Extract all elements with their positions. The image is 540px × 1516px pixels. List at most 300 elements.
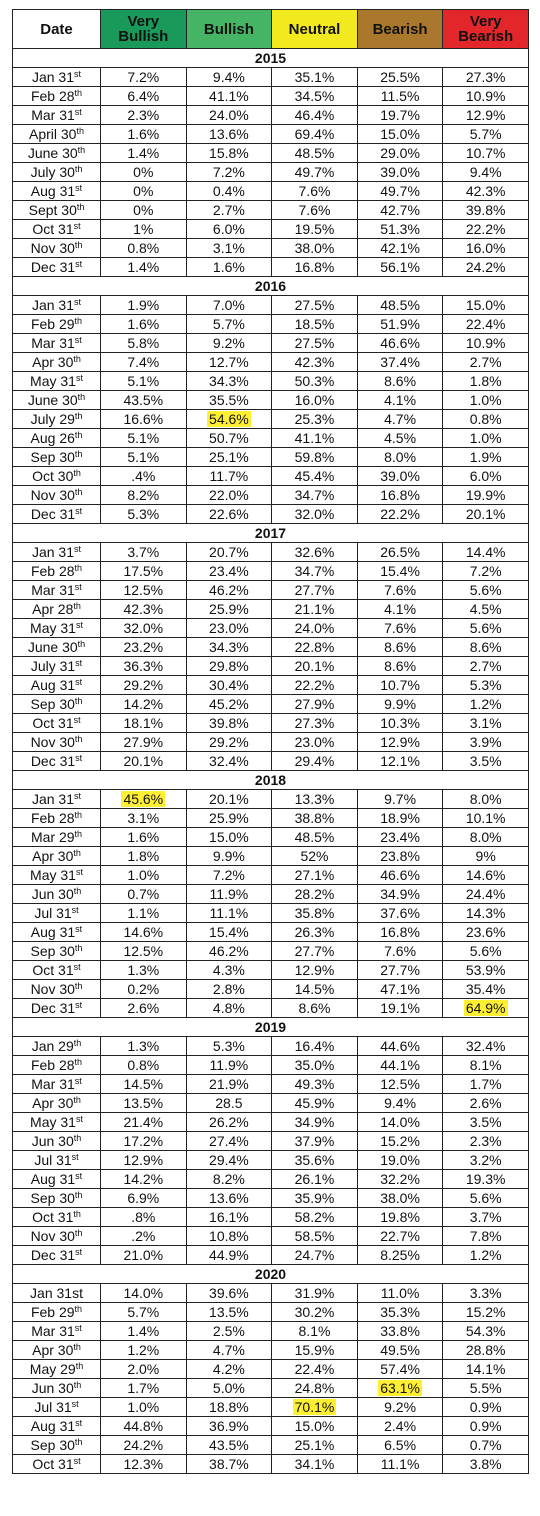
value-text: 35.6% (294, 1152, 335, 1168)
value-text: 27.4% (209, 1133, 249, 1149)
value-text: 18.5% (294, 316, 335, 332)
date-suffix: st (74, 69, 82, 79)
date-text: Feb 28 (30, 810, 75, 826)
value-cell (186, 372, 272, 391)
table-row (13, 942, 529, 961)
date-suffix: th (73, 1038, 82, 1048)
value-text: 16.8% (380, 924, 420, 940)
date-text: Jul 31 (34, 1152, 72, 1168)
value-cell (272, 638, 358, 657)
value-cell (443, 828, 529, 847)
value-text: 29.2% (123, 677, 164, 693)
value-cell (272, 182, 358, 201)
value-cell (272, 1303, 358, 1322)
header-very-bullish: Very Bullish (101, 10, 187, 49)
value-text: 35.0% (294, 1057, 335, 1073)
value-cell (443, 980, 529, 999)
date-text: Mar 31 (31, 1076, 75, 1092)
value-text: 35.3% (380, 1304, 420, 1320)
date-cell (13, 619, 101, 638)
value-cell (186, 1322, 272, 1341)
table-row (13, 1455, 529, 1474)
value-text: 2.7% (469, 354, 502, 370)
value-cell (357, 676, 443, 695)
value-text: 50.7% (209, 430, 249, 446)
date-suffix: st (74, 582, 82, 592)
value-text: 7.6% (384, 943, 417, 959)
value-cell (443, 543, 529, 562)
value-cell (186, 847, 272, 866)
date-suffix: th (74, 1228, 83, 1238)
value-text: 9.2% (384, 1399, 417, 1415)
header-date: Date (13, 10, 101, 49)
table-row (13, 1284, 529, 1303)
value-text: 22.6% (209, 506, 249, 522)
value-text: 25.1% (294, 1437, 335, 1453)
value-cell (357, 201, 443, 220)
date-suffix: th (74, 563, 83, 573)
value-cell (272, 201, 358, 220)
table-row (13, 581, 529, 600)
value-cell (101, 1189, 187, 1208)
date-cell (13, 239, 101, 258)
value-text: 19.9% (465, 487, 506, 503)
value-cell (186, 125, 272, 144)
value-text: 44.8% (123, 1418, 164, 1434)
value-text: 45.2% (209, 696, 249, 712)
value-text: 13.6% (209, 126, 249, 142)
value-text: 5.1% (127, 373, 160, 389)
value-text: 46.6% (380, 335, 420, 351)
value-cell (272, 1417, 358, 1436)
date-text: May 31 (30, 620, 76, 636)
value-text: 12.3% (123, 1456, 164, 1472)
value-text: 49.3% (294, 1076, 335, 1092)
value-text: 15.0% (294, 1418, 335, 1434)
date-suffix: st (74, 1076, 82, 1086)
value-cell (357, 923, 443, 942)
date-text: Apr 28 (32, 601, 74, 617)
value-text: 18.1% (123, 715, 164, 731)
value-text: 14.0% (380, 1114, 420, 1130)
value-text: 14.4% (465, 544, 506, 560)
value-cell (186, 695, 272, 714)
value-text: 21.4% (123, 1114, 164, 1130)
value-text: 16.8% (380, 487, 420, 503)
value-cell (101, 847, 187, 866)
value-cell (186, 201, 272, 220)
table-row (13, 144, 529, 163)
value-text: 14.3% (465, 905, 506, 921)
value-text: 1.0% (469, 392, 502, 408)
value-cell (357, 657, 443, 676)
value-cell (186, 1246, 272, 1265)
value-text: 15.4% (380, 563, 420, 579)
value-cell (101, 1417, 187, 1436)
value-cell (186, 543, 272, 562)
date-cell (13, 334, 101, 353)
value-text: 20.7% (209, 544, 249, 560)
value-cell (101, 353, 187, 372)
table-row (13, 562, 529, 581)
date-cell (13, 1037, 101, 1056)
value-text: 11.5% (380, 88, 420, 104)
value-cell (443, 391, 529, 410)
table-row (13, 1075, 529, 1094)
date-cell (13, 1417, 101, 1436)
value-cell (186, 1151, 272, 1170)
value-text: 16.4% (294, 1038, 335, 1054)
value-text: 3.7% (469, 1209, 502, 1225)
value-text: 5.6% (469, 943, 502, 959)
value-cell (357, 980, 443, 999)
value-cell (186, 239, 272, 258)
value-text: 30.2% (294, 1304, 335, 1320)
value-text: 19.8% (380, 1209, 420, 1225)
value-cell (357, 1113, 443, 1132)
table-row (13, 847, 529, 866)
value-text: 22.4% (294, 1361, 335, 1377)
value-cell (357, 562, 443, 581)
value-cell (443, 961, 529, 980)
value-cell (357, 790, 443, 809)
value-cell (443, 1341, 529, 1360)
year-label: 2018 (13, 771, 529, 790)
value-cell (443, 410, 529, 429)
date-suffix: st (73, 715, 81, 725)
value-text: 36.9% (209, 1418, 249, 1434)
table-row (13, 676, 529, 695)
year-row (13, 1018, 529, 1037)
value-text: 1.6% (212, 259, 245, 275)
value-cell (272, 1094, 358, 1113)
date-suffix: st (75, 1171, 83, 1181)
value-text: 42.1% (380, 240, 420, 256)
date-text: Jun 30 (31, 1380, 74, 1396)
value-text: 48.5% (294, 145, 335, 161)
value-cell (443, 619, 529, 638)
value-text: 9.2% (212, 335, 245, 351)
value-text: 16.6% (123, 411, 164, 427)
value-text: 5.5% (469, 1380, 502, 1396)
value-cell (357, 1303, 443, 1322)
value-cell (186, 486, 272, 505)
value-cell (272, 372, 358, 391)
table-row (13, 467, 529, 486)
table-row (13, 733, 529, 752)
value-cell (101, 315, 187, 334)
date-suffix: st (74, 1323, 82, 1333)
value-text: 24.2% (123, 1437, 164, 1453)
value-cell (186, 1227, 272, 1246)
date-cell (13, 1436, 101, 1455)
date-cell (13, 125, 101, 144)
value-cell (443, 1322, 529, 1341)
value-cell (357, 1341, 443, 1360)
table-row (13, 296, 529, 315)
highlighted-value: 45.6% (123, 791, 164, 807)
value-cell (357, 1208, 443, 1227)
year-label: 2016 (13, 277, 529, 296)
year-row (13, 49, 529, 68)
value-text: 10.7% (380, 677, 420, 693)
value-cell (272, 68, 358, 87)
value-cell (101, 638, 187, 657)
value-cell (443, 467, 529, 486)
year-label: 2020 (13, 1265, 529, 1284)
value-text: 15.0% (209, 829, 249, 845)
table-row (13, 1227, 529, 1246)
value-cell (272, 676, 358, 695)
date-cell (13, 505, 101, 524)
value-cell (443, 182, 529, 201)
value-text: 6.4% (127, 88, 160, 104)
date-cell (13, 391, 101, 410)
value-text: 1.9% (127, 297, 160, 313)
value-cell (101, 714, 187, 733)
date-cell (13, 106, 101, 125)
value-cell (357, 505, 443, 524)
value-text: 0.8% (127, 1057, 160, 1073)
value-cell (443, 600, 529, 619)
value-cell (357, 429, 443, 448)
value-cell (443, 942, 529, 961)
value-cell (443, 885, 529, 904)
value-cell (186, 809, 272, 828)
highlighted-value: 63.1% (380, 1380, 420, 1396)
date-cell (13, 1075, 101, 1094)
date-suffix: st (75, 867, 83, 877)
value-text: 9.9% (384, 696, 417, 712)
value-cell (443, 790, 529, 809)
table-row (13, 752, 529, 771)
date-cell (13, 1303, 101, 1322)
value-text: 23.4% (380, 829, 420, 845)
table-row (13, 1341, 529, 1360)
value-text: 10.9% (465, 88, 506, 104)
value-text: 21.9% (209, 1076, 249, 1092)
value-cell (272, 296, 358, 315)
value-text: 9.9% (212, 848, 245, 864)
highlighted-value: 64.9% (465, 1000, 506, 1016)
value-cell (272, 239, 358, 258)
value-cell (443, 125, 529, 144)
date-text: Jan 31 (31, 544, 75, 560)
value-text: 27.5% (294, 335, 335, 351)
table-body (13, 49, 529, 1474)
value-cell (443, 1094, 529, 1113)
value-text: 0.4% (212, 183, 245, 199)
value-text: 12.5% (123, 582, 164, 598)
value-text: 4.3% (212, 962, 245, 978)
value-text: 21.1% (294, 601, 335, 617)
table-row (13, 1056, 529, 1075)
value-cell (101, 467, 187, 486)
value-text: 38.0% (294, 240, 335, 256)
date-cell (13, 1360, 101, 1379)
value-cell (443, 1189, 529, 1208)
value-text: 34.5% (294, 88, 335, 104)
table-row (13, 828, 529, 847)
value-text: 7.2% (212, 164, 245, 180)
value-cell (272, 923, 358, 942)
date-text: Sep 30 (30, 943, 75, 959)
value-text: 23.4% (209, 563, 249, 579)
value-cell (101, 372, 187, 391)
value-text: 47.1% (380, 981, 420, 997)
value-cell (443, 657, 529, 676)
value-text: 14.6% (123, 924, 164, 940)
value-text: 3.5% (469, 753, 502, 769)
value-text: 23.2% (123, 639, 164, 655)
value-cell (186, 657, 272, 676)
date-cell (13, 1246, 101, 1265)
value-cell (357, 106, 443, 125)
value-text: 28.5 (215, 1095, 243, 1111)
value-text: 2.0% (127, 1361, 160, 1377)
date-suffix: th (74, 696, 83, 706)
value-text: 4.7% (384, 411, 417, 427)
value-text: 24.0% (294, 620, 335, 636)
date-text: Jun 30 (31, 1133, 74, 1149)
value-text: 27.7% (294, 943, 335, 959)
value-text: 1.1% (127, 905, 160, 921)
date-suffix: st (75, 1247, 83, 1257)
value-cell (357, 1246, 443, 1265)
date-text: Mar 29 (30, 829, 75, 845)
value-text: 39.0% (380, 468, 420, 484)
value-text: 41.1% (209, 88, 249, 104)
date-cell (13, 581, 101, 600)
value-cell (272, 410, 358, 429)
value-text: 39.6% (209, 1285, 249, 1301)
date-cell (13, 1208, 101, 1227)
value-cell (443, 505, 529, 524)
value-cell (186, 1379, 272, 1398)
date-suffix: th (76, 126, 84, 136)
value-cell (186, 1189, 272, 1208)
value-cell (272, 258, 358, 277)
date-text: Sep 30 (30, 449, 75, 465)
value-cell (101, 923, 187, 942)
value-cell (101, 144, 187, 163)
value-text: 5.1% (127, 449, 160, 465)
value-cell (443, 999, 529, 1018)
value-text: 48.5% (380, 297, 420, 313)
value-text: 21.0% (123, 1247, 164, 1263)
value-text: 32.0% (123, 620, 164, 636)
value-cell (272, 733, 358, 752)
value-cell (272, 714, 358, 733)
value-text: 53.9% (465, 962, 506, 978)
value-text: 38.8% (294, 810, 335, 826)
value-text: 5.3% (127, 506, 160, 522)
value-cell (272, 600, 358, 619)
table-row (13, 1208, 529, 1227)
value-text: 30.4% (209, 677, 249, 693)
date-cell (13, 714, 101, 733)
value-cell (443, 1398, 529, 1417)
date-text: July 30 (30, 164, 75, 180)
value-cell (272, 790, 358, 809)
value-text: 49.7% (294, 164, 335, 180)
date-text: Mar 31 (31, 335, 75, 351)
value-text: 29.4% (209, 1152, 249, 1168)
value-text: 56.1% (380, 259, 420, 275)
value-cell (101, 1037, 187, 1056)
value-cell (443, 448, 529, 467)
value-text: 46.4% (294, 107, 335, 123)
value-text: 26.2% (209, 1114, 249, 1130)
value-text: 15.2% (380, 1133, 420, 1149)
value-text: 12.9% (294, 962, 335, 978)
value-text: 5.8% (127, 335, 160, 351)
table-row (13, 885, 529, 904)
value-cell (443, 372, 529, 391)
value-text: 13.3% (294, 791, 335, 807)
value-text: 49.5% (380, 1342, 420, 1358)
value-text: 0% (133, 202, 154, 218)
value-cell (272, 562, 358, 581)
value-cell (443, 334, 529, 353)
value-text: 8.0% (384, 449, 417, 465)
date-suffix: st (74, 107, 82, 117)
value-cell (443, 714, 529, 733)
value-text: 27.9% (123, 734, 164, 750)
date-cell (13, 1227, 101, 1246)
value-cell (357, 619, 443, 638)
value-cell (101, 733, 187, 752)
value-text: 39.8% (209, 715, 249, 731)
value-text: 12.9% (123, 1152, 164, 1168)
value-cell (186, 619, 272, 638)
value-cell (443, 1151, 529, 1170)
value-cell (101, 258, 187, 277)
table-row (13, 1151, 529, 1170)
value-text: 39.0% (380, 164, 420, 180)
value-cell (443, 1056, 529, 1075)
date-suffix: th (74, 1437, 83, 1447)
date-cell (13, 1170, 101, 1189)
value-cell (186, 562, 272, 581)
value-cell (101, 543, 187, 562)
value-cell (443, 1436, 529, 1455)
value-text: 3.7% (127, 544, 160, 560)
value-cell (272, 220, 358, 239)
value-text: .8% (131, 1209, 156, 1225)
value-text: 9.4% (212, 69, 245, 85)
table-row (13, 1322, 529, 1341)
value-text: 10.9% (465, 335, 506, 351)
date-suffix: th (73, 601, 81, 611)
value-cell (443, 220, 529, 239)
value-text: 34.9% (294, 1114, 335, 1130)
value-cell (101, 68, 187, 87)
value-cell (272, 828, 358, 847)
value-cell (272, 125, 358, 144)
date-cell (13, 790, 101, 809)
value-text: 11.0% (380, 1285, 420, 1301)
value-text: 7.2% (212, 867, 245, 883)
value-cell (272, 1341, 358, 1360)
value-cell (272, 752, 358, 771)
value-text: 2.4% (384, 1418, 417, 1434)
date-text: Oct 30 (32, 468, 74, 484)
value-text: 17.5% (123, 563, 164, 579)
value-text: 27.7% (294, 582, 335, 598)
value-text: 1.2% (469, 1247, 502, 1263)
value-cell (357, 391, 443, 410)
